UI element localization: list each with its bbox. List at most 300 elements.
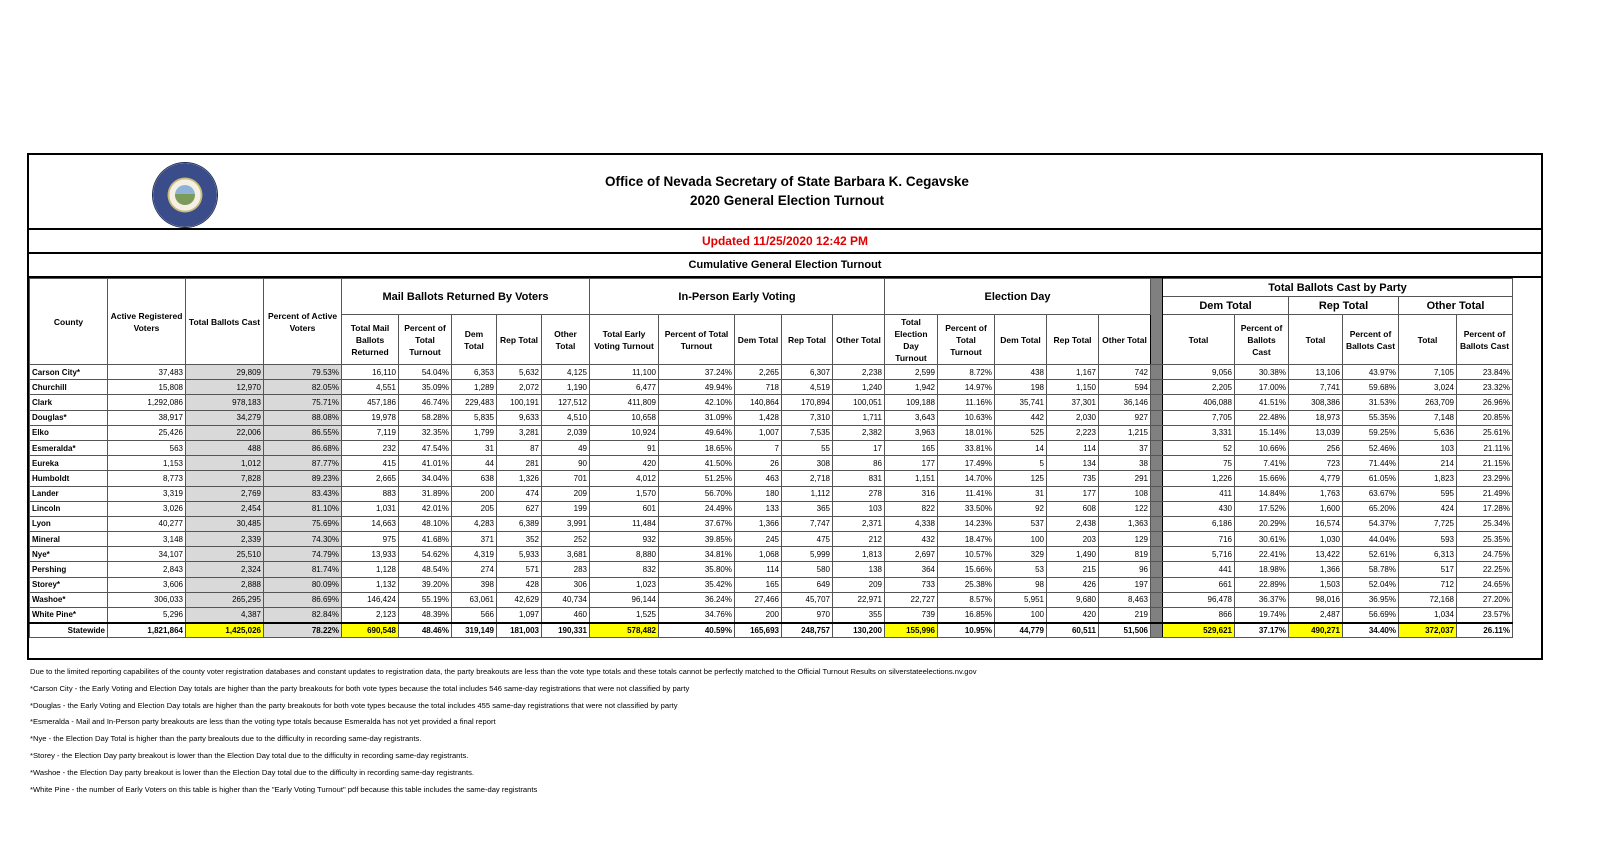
value-cell: 197: [1099, 577, 1151, 592]
value-cell: 96: [1099, 562, 1151, 577]
value-cell: 31.53%: [1343, 395, 1399, 410]
county-cell: Pershing: [30, 562, 108, 577]
value-cell: 1,151: [885, 471, 938, 486]
value-cell: 2,223: [1047, 425, 1099, 440]
value-cell: 723: [1289, 456, 1343, 471]
county-cell: Clark: [30, 395, 108, 410]
value-cell: 37.17%: [1235, 623, 1289, 638]
table-row: [30, 410, 1513, 425]
value-cell: 103: [1399, 440, 1457, 455]
value-cell: 24.65%: [1457, 577, 1513, 592]
value-cell: 48.10%: [399, 516, 452, 531]
value-cell: 52.04%: [1343, 577, 1399, 592]
group-early-voting: In-Person Early Voting: [590, 279, 885, 315]
value-cell: 5,951: [995, 592, 1047, 607]
col-active-voters: Active Registered Voters: [108, 279, 186, 365]
value-cell: 46.74%: [399, 395, 452, 410]
value-cell: 23.84%: [1457, 365, 1513, 380]
value-cell: 2,382: [833, 425, 885, 440]
value-cell: 27,466: [735, 592, 782, 607]
col-early-rep: Rep Total: [782, 315, 833, 365]
value-cell: 739: [885, 608, 938, 623]
value-cell: 1,007: [735, 425, 782, 440]
value-cell: 51,506: [1099, 623, 1151, 638]
value-cell: 2,039: [542, 425, 590, 440]
value-cell: 34.40%: [1343, 623, 1399, 638]
value-cell: 3,026: [108, 501, 186, 516]
value-cell: 690,548: [342, 623, 399, 638]
column-separator: [1151, 380, 1163, 395]
column-separator: [1151, 279, 1163, 365]
column-separator: [1151, 425, 1163, 440]
column-separator: [1151, 395, 1163, 410]
value-cell: 30.61%: [1235, 532, 1289, 547]
col-party-rep-total: Total: [1289, 315, 1343, 365]
value-cell: 638: [452, 471, 497, 486]
value-cell: 30.38%: [1235, 365, 1289, 380]
table-row: [30, 516, 1513, 531]
value-cell: 49: [542, 440, 590, 455]
column-separator: [1151, 410, 1163, 425]
value-cell: 10.57%: [938, 547, 995, 562]
value-cell: 35,741: [995, 395, 1047, 410]
value-cell: 252: [542, 532, 590, 547]
county-cell: Eureka: [30, 456, 108, 471]
value-cell: 420: [590, 456, 659, 471]
value-cell: 36.24%: [659, 592, 735, 607]
value-cell: 426: [1047, 577, 1099, 592]
column-separator: [1151, 562, 1163, 577]
value-cell: 26: [735, 456, 782, 471]
value-cell: 14.70%: [938, 471, 995, 486]
value-cell: 44.04%: [1343, 532, 1399, 547]
value-cell: 265,295: [186, 592, 264, 607]
value-cell: 278: [833, 486, 885, 501]
report-frame: [27, 153, 1543, 660]
column-separator: [1151, 471, 1163, 486]
column-separator: [1151, 592, 1163, 607]
value-cell: 33.81%: [938, 440, 995, 455]
value-cell: 49.94%: [659, 380, 735, 395]
value-cell: 1,503: [1289, 577, 1343, 592]
column-separator: [1151, 532, 1163, 547]
value-cell: 11.41%: [938, 486, 995, 501]
group-dem-total: Dem Total: [1163, 297, 1289, 315]
col-early-pct: Percent of Total Turnout: [659, 315, 735, 365]
county-cell: Lincoln: [30, 501, 108, 516]
value-cell: 22.25%: [1457, 562, 1513, 577]
value-cell: 9,056: [1163, 365, 1235, 380]
value-cell: 22.41%: [1235, 547, 1289, 562]
value-cell: 566: [452, 608, 497, 623]
value-cell: 7,148: [1399, 410, 1457, 425]
value-cell: 7,310: [782, 410, 833, 425]
column-separator: [1151, 608, 1163, 623]
column-separator: [1151, 516, 1163, 531]
value-cell: 411: [1163, 486, 1235, 501]
value-cell: 29,809: [186, 365, 264, 380]
report-header: [29, 155, 1541, 230]
value-cell: 4,283: [452, 516, 497, 531]
value-cell: 457,186: [342, 395, 399, 410]
value-cell: 1,490: [1047, 547, 1099, 562]
value-cell: 5,999: [782, 547, 833, 562]
value-cell: 563: [108, 440, 186, 455]
value-cell: 24.49%: [659, 501, 735, 516]
value-cell: 7,535: [782, 425, 833, 440]
value-cell: 441: [1163, 562, 1235, 577]
value-cell: 34.04%: [399, 471, 452, 486]
value-cell: 5,636: [1399, 425, 1457, 440]
value-cell: 13,933: [342, 547, 399, 562]
value-cell: 1,150: [1047, 380, 1099, 395]
value-cell: 54.04%: [399, 365, 452, 380]
table-title: Cumulative General Election Turnout: [29, 254, 1541, 278]
value-cell: 22,727: [885, 592, 938, 607]
value-cell: 18.65%: [659, 440, 735, 455]
value-cell: 6,389: [497, 516, 542, 531]
value-cell: 5,632: [497, 365, 542, 380]
value-cell: 26.96%: [1457, 395, 1513, 410]
value-cell: 7,119: [342, 425, 399, 440]
value-cell: 1,215: [1099, 425, 1151, 440]
county-cell: Lyon: [30, 516, 108, 531]
county-cell: Esmeralda*: [30, 440, 108, 455]
table-row: [30, 471, 1513, 486]
value-cell: 1,425,026: [186, 623, 264, 638]
value-cell: 4,551: [342, 380, 399, 395]
value-cell: 37.67%: [659, 516, 735, 531]
value-cell: 13,422: [1289, 547, 1343, 562]
value-cell: 44,779: [995, 623, 1047, 638]
value-cell: 248,757: [782, 623, 833, 638]
value-cell: 2,205: [1163, 380, 1235, 395]
county-cell: White Pine*: [30, 608, 108, 623]
value-cell: 45,707: [782, 592, 833, 607]
value-cell: 15.66%: [938, 562, 995, 577]
value-cell: 735: [1047, 471, 1099, 486]
value-cell: 20.85%: [1457, 410, 1513, 425]
value-cell: 415: [342, 456, 399, 471]
value-cell: 529,621: [1163, 623, 1235, 638]
value-cell: 18.47%: [938, 532, 995, 547]
value-cell: 89.23%: [264, 471, 342, 486]
value-cell: 281: [497, 456, 542, 471]
value-cell: 229,483: [452, 395, 497, 410]
col-early-total: Total Early Voting Turnout: [590, 315, 659, 365]
value-cell: 16,110: [342, 365, 399, 380]
value-cell: 199: [542, 501, 590, 516]
value-cell: 4,125: [542, 365, 590, 380]
value-cell: 219: [1099, 608, 1151, 623]
value-cell: 12,970: [186, 380, 264, 395]
col-mail-dem: Dem Total: [452, 315, 497, 365]
value-cell: 3,024: [1399, 380, 1457, 395]
value-cell: 256: [1289, 440, 1343, 455]
value-cell: 23.29%: [1457, 471, 1513, 486]
value-cell: 1,068: [735, 547, 782, 562]
value-cell: 23.57%: [1457, 608, 1513, 623]
value-cell: 82.84%: [264, 608, 342, 623]
value-cell: 927: [1099, 410, 1151, 425]
value-cell: 19,978: [342, 410, 399, 425]
value-cell: 1,240: [833, 380, 885, 395]
value-cell: 114: [735, 562, 782, 577]
table-row: [30, 365, 1513, 380]
value-cell: 37,483: [108, 365, 186, 380]
value-cell: 932: [590, 532, 659, 547]
value-cell: 832: [590, 562, 659, 577]
value-cell: 2,238: [833, 365, 885, 380]
value-cell: 7,747: [782, 516, 833, 531]
value-cell: 25,510: [186, 547, 264, 562]
value-cell: 88.08%: [264, 410, 342, 425]
value-cell: 3,606: [108, 577, 186, 592]
value-cell: 1,711: [833, 410, 885, 425]
value-cell: 411,809: [590, 395, 659, 410]
value-cell: 2,324: [186, 562, 264, 577]
value-cell: 25.35%: [1457, 532, 1513, 547]
table-row: [30, 486, 1513, 501]
value-cell: 27.20%: [1457, 592, 1513, 607]
value-cell: 4,319: [452, 547, 497, 562]
value-cell: 80.09%: [264, 577, 342, 592]
value-cell: 3,681: [542, 547, 590, 562]
value-cell: 36.37%: [1235, 592, 1289, 607]
value-cell: 25.38%: [938, 577, 995, 592]
value-cell: 424: [1399, 501, 1457, 516]
value-cell: 733: [885, 577, 938, 592]
value-cell: 49.64%: [659, 425, 735, 440]
value-cell: 8,463: [1099, 592, 1151, 607]
value-cell: 432: [885, 532, 938, 547]
col-county: County: [30, 279, 108, 365]
value-cell: 1,525: [590, 608, 659, 623]
value-cell: 5,835: [452, 410, 497, 425]
value-cell: 866: [1163, 608, 1235, 623]
value-cell: 2,888: [186, 577, 264, 592]
value-cell: 1,428: [735, 410, 782, 425]
group-rep-total: Rep Total: [1289, 297, 1399, 315]
county-cell: Storey*: [30, 577, 108, 592]
footnote: *Storey - the Election Day party breakout is lower than the Election Day total due to the difficulty in recording same-day registrants.: [30, 750, 469, 760]
value-cell: 35.42%: [659, 577, 735, 592]
value-cell: 1,366: [1289, 562, 1343, 577]
value-cell: 18.01%: [938, 425, 995, 440]
value-cell: 4,779: [1289, 471, 1343, 486]
county-cell: Douglas*: [30, 410, 108, 425]
value-cell: 43.97%: [1343, 365, 1399, 380]
table-row: [30, 532, 1513, 547]
value-cell: 970: [782, 608, 833, 623]
value-cell: 19.74%: [1235, 608, 1289, 623]
value-cell: 214: [1399, 456, 1457, 471]
value-cell: 1,031: [342, 501, 399, 516]
value-cell: 364: [885, 562, 938, 577]
value-cell: 38,917: [108, 410, 186, 425]
value-cell: 83.43%: [264, 486, 342, 501]
value-cell: 140,864: [735, 395, 782, 410]
value-cell: 18,973: [1289, 410, 1343, 425]
value-cell: 39.85%: [659, 532, 735, 547]
value-cell: 52.46%: [1343, 440, 1399, 455]
value-cell: 96,478: [1163, 592, 1235, 607]
value-cell: 1,821,864: [108, 623, 186, 638]
value-cell: 2,072: [497, 380, 542, 395]
value-cell: 82.05%: [264, 380, 342, 395]
value-cell: 15,808: [108, 380, 186, 395]
value-cell: 96,144: [590, 592, 659, 607]
value-cell: 79.53%: [264, 365, 342, 380]
value-cell: 114: [1047, 440, 1099, 455]
value-cell: 2,371: [833, 516, 885, 531]
value-cell: 41.68%: [399, 532, 452, 547]
value-cell: 81.74%: [264, 562, 342, 577]
value-cell: 9,633: [497, 410, 542, 425]
value-cell: 215: [1047, 562, 1099, 577]
value-cell: 54.62%: [399, 547, 452, 562]
value-cell: 203: [1047, 532, 1099, 547]
group-other-total: Other Total: [1399, 297, 1513, 315]
value-cell: 398: [452, 577, 497, 592]
value-cell: 355: [833, 608, 885, 623]
value-cell: 1,289: [452, 380, 497, 395]
column-separator: [1151, 547, 1163, 562]
value-cell: 37,301: [1047, 395, 1099, 410]
value-cell: 701: [542, 471, 590, 486]
value-cell: 75: [1163, 456, 1235, 471]
col-total-ballots: Total Ballots Cast: [186, 279, 264, 365]
value-cell: 100,051: [833, 395, 885, 410]
value-cell: 34,107: [108, 547, 186, 562]
value-cell: 2,265: [735, 365, 782, 380]
value-cell: 2,123: [342, 608, 399, 623]
column-separator: [1151, 365, 1163, 380]
value-cell: 25.61%: [1457, 425, 1513, 440]
value-cell: 1,366: [735, 516, 782, 531]
value-cell: 7,725: [1399, 516, 1457, 531]
value-cell: 4,338: [885, 516, 938, 531]
value-cell: 42.10%: [659, 395, 735, 410]
value-cell: 42,629: [497, 592, 542, 607]
county-cell: Carson City*: [30, 365, 108, 380]
value-cell: 608: [1047, 501, 1099, 516]
value-cell: 4,012: [590, 471, 659, 486]
value-cell: 978,183: [186, 395, 264, 410]
county-cell: Elko: [30, 425, 108, 440]
value-cell: 26.11%: [1457, 623, 1513, 638]
col-eday-dem: Dem Total: [995, 315, 1047, 365]
value-cell: 81.10%: [264, 501, 342, 516]
value-cell: 17: [833, 440, 885, 455]
table-row: [30, 562, 1513, 577]
value-cell: 87.77%: [264, 456, 342, 471]
value-cell: 209: [542, 486, 590, 501]
value-cell: 1,012: [186, 456, 264, 471]
value-cell: 32.35%: [399, 425, 452, 440]
value-cell: 138: [833, 562, 885, 577]
value-cell: 22,971: [833, 592, 885, 607]
value-cell: 372,037: [1399, 623, 1457, 638]
value-cell: 41.51%: [1235, 395, 1289, 410]
value-cell: 1,153: [108, 456, 186, 471]
value-cell: 100: [995, 532, 1047, 547]
value-cell: 205: [452, 501, 497, 516]
value-cell: 36,146: [1099, 395, 1151, 410]
value-cell: 580: [782, 562, 833, 577]
value-cell: 14.84%: [1235, 486, 1289, 501]
value-cell: 1,942: [885, 380, 938, 395]
value-cell: 2,487: [1289, 608, 1343, 623]
value-cell: 8.72%: [938, 365, 995, 380]
value-cell: 742: [1099, 365, 1151, 380]
value-cell: 180: [735, 486, 782, 501]
value-cell: 55: [782, 440, 833, 455]
value-cell: 319,149: [452, 623, 497, 638]
value-cell: 86.69%: [264, 592, 342, 607]
value-cell: 21.11%: [1457, 440, 1513, 455]
table-row: [30, 608, 1513, 623]
value-cell: 819: [1099, 547, 1151, 562]
value-cell: 291: [1099, 471, 1151, 486]
value-cell: 58.28%: [399, 410, 452, 425]
value-cell: 1,763: [1289, 486, 1343, 501]
column-separator: [1151, 577, 1163, 592]
value-cell: 306: [542, 577, 590, 592]
value-cell: 52.61%: [1343, 547, 1399, 562]
column-separator: [1151, 440, 1163, 455]
turnout-table: [29, 278, 1513, 638]
value-cell: 1,813: [833, 547, 885, 562]
value-cell: 100: [995, 608, 1047, 623]
value-cell: 133: [735, 501, 782, 516]
value-cell: 198: [995, 380, 1047, 395]
value-cell: 10.66%: [1235, 440, 1289, 455]
value-cell: 10.63%: [938, 410, 995, 425]
value-cell: 65.20%: [1343, 501, 1399, 516]
value-cell: 7,741: [1289, 380, 1343, 395]
value-cell: 21.15%: [1457, 456, 1513, 471]
value-cell: 129: [1099, 532, 1151, 547]
value-cell: 3,319: [108, 486, 186, 501]
value-cell: 165: [885, 440, 938, 455]
value-cell: 649: [782, 577, 833, 592]
value-cell: 75.69%: [264, 516, 342, 531]
value-cell: 190,331: [542, 623, 590, 638]
col-party-dem-total: Total: [1163, 315, 1235, 365]
value-cell: 571: [497, 562, 542, 577]
value-cell: 1,023: [590, 577, 659, 592]
value-cell: 61.05%: [1343, 471, 1399, 486]
value-cell: 316: [885, 486, 938, 501]
value-cell: 10,924: [590, 425, 659, 440]
value-cell: 33.50%: [938, 501, 995, 516]
value-cell: 274: [452, 562, 497, 577]
value-cell: 4,387: [186, 608, 264, 623]
value-cell: 16.85%: [938, 608, 995, 623]
value-cell: 100,191: [497, 395, 542, 410]
value-cell: 822: [885, 501, 938, 516]
value-cell: 1,823: [1399, 471, 1457, 486]
value-cell: 5,716: [1163, 547, 1235, 562]
value-cell: 1,132: [342, 577, 399, 592]
value-cell: 59.68%: [1343, 380, 1399, 395]
col-mail-other: Other Total: [542, 315, 590, 365]
value-cell: 170,894: [782, 395, 833, 410]
value-cell: 1,570: [590, 486, 659, 501]
value-cell: 59.25%: [1343, 425, 1399, 440]
table-row: [30, 547, 1513, 562]
